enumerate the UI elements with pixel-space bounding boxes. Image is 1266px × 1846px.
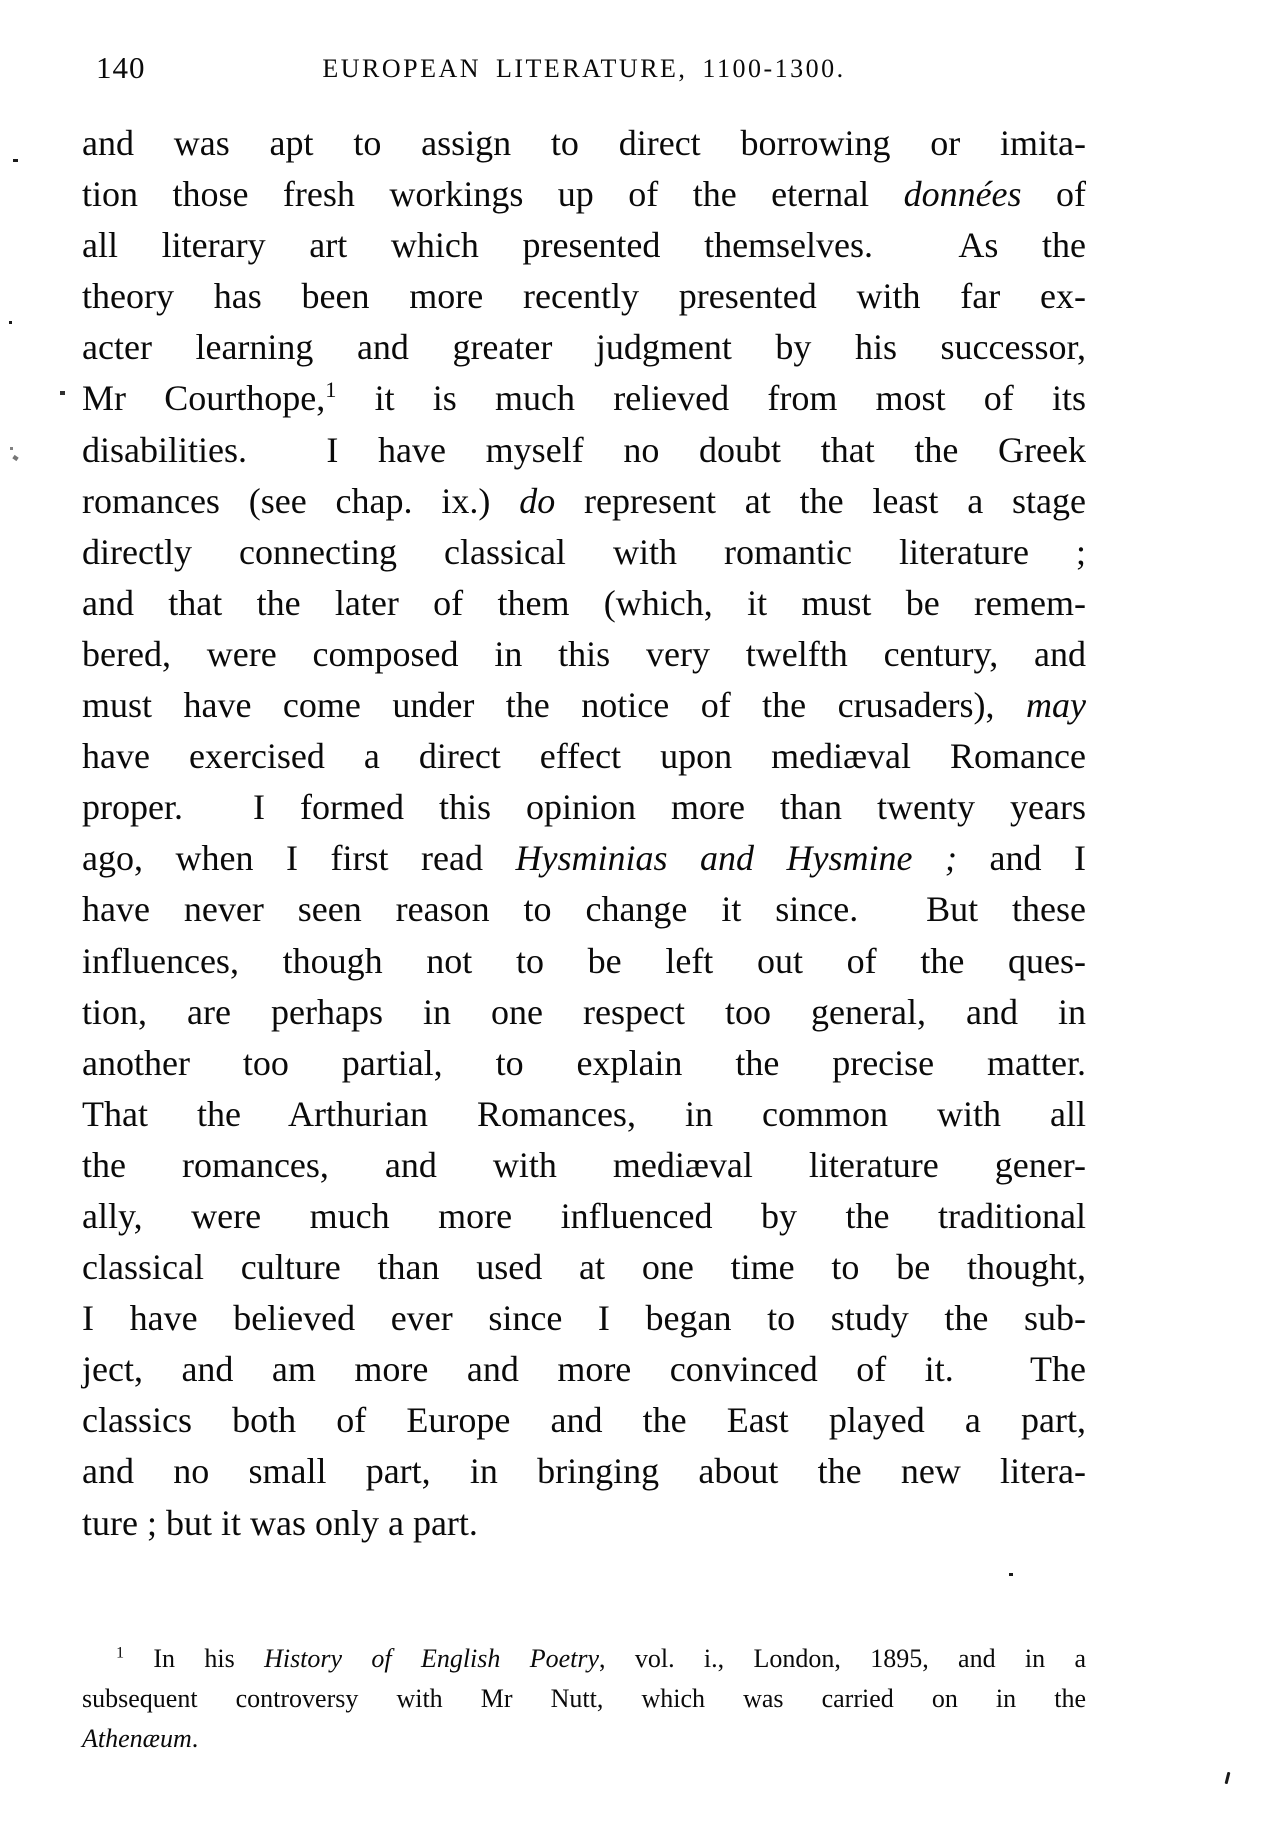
text-segment: bered, were composed in this very twelfth century, and [82,633,1086,674]
text-line [82,1242,1086,1293]
text-line [82,1446,1086,1497]
text-line [82,118,1086,169]
text-line [82,1293,1086,1344]
text-line [82,527,1086,578]
text-line [82,629,1086,680]
text-segment: données [903,174,1022,215]
body-text [82,118,1086,1549]
text-segment: ago, when I first read [82,838,516,879]
text-segment: represent at the least a stage [555,480,1086,521]
text-segment: Mr Courthope, [82,378,326,419]
scan-artifact [1225,1772,1231,1784]
text-line [82,1038,1086,1089]
scan-artifact [12,455,18,461]
text-segment: ject, and am more and more convinced of it. The [82,1349,1086,1390]
running-header-title: EUROPEAN LITERATURE, 1100-1300. [322,54,846,83]
text-segment: another too partial, to explain the precise matter. [82,1042,1086,1083]
text-segment: tion those fresh workings up of the eternal [82,174,904,215]
text-segment: and that the later of them (which, it must be remem- [82,582,1086,623]
text-line [82,1498,1086,1549]
text-line [82,680,1086,731]
text-line [82,731,1086,782]
scan-artifact [1009,1573,1013,1576]
text-segment: have exercised a direct effect upon mediæval Romance [82,736,1086,777]
text-segment: subsequent controversy with Mr Nutt, which was carried on in the [82,1683,1086,1713]
text-line [82,833,1086,884]
text-line [82,1395,1086,1446]
text-segment: tion, are perhaps in one respect too general, and in [82,991,1086,1032]
text-segment: the romances, and with mediæval literature gener- [82,1144,1086,1185]
text-segment: do [519,480,556,521]
text-segment: , vol. i., London, 1895, and in a [599,1643,1087,1673]
text-segment: theory has been more recently presented with far ex- [82,276,1086,317]
page-header [82,50,1086,92]
text-line [82,578,1086,629]
scan-artifact [9,321,12,324]
text-segment: ally, were much more influenced by the traditional [82,1195,1086,1236]
scan-artifact [13,159,18,162]
text-line [82,987,1086,1038]
text-segment: of [1021,174,1086,215]
text-line [82,782,1086,833]
text-segment: may [1026,685,1086,726]
text-line [82,1719,1086,1759]
text-line [82,220,1086,271]
text-line [82,884,1086,935]
text-segment: Hysminias and Hysmine ; [515,838,957,879]
text-line [82,169,1086,220]
text-segment: must have come under the notice of the crusaders), [82,685,1027,726]
text-line [82,1639,1086,1679]
text-segment: directly connecting classical with romantic literature ; [82,531,1086,572]
scan-artifact [10,447,13,450]
text-segment: acter learning and greater judgment by his successor, [82,327,1086,368]
text-column [82,50,1086,1759]
text-segment: and was apt to assign to direct borrowing or imita- [82,123,1086,163]
text-line [82,1344,1086,1395]
text-line [82,373,1086,424]
text-segment: proper. I formed this opinion more than twenty years [82,787,1086,828]
text-segment: Athenæum [82,1723,192,1753]
text-segment: classics both of Europe and the East played a part, [82,1400,1086,1441]
text-line [82,1191,1086,1242]
text-segment: That the Arthurian Romances, in common with all [82,1093,1086,1134]
text-segment: I have believed ever since I began to study the sub- [82,1298,1086,1339]
text-line [82,476,1086,527]
text-line [82,322,1086,373]
footnote-marker: 1 [116,1643,125,1661]
text-line [82,1140,1086,1191]
text-segment: have never seen reason to change it since. But these [82,889,1086,930]
text-line [82,936,1086,987]
text-segment: History of English Poetry [264,1643,600,1673]
scan-artifact [60,391,65,395]
text-segment: and I [957,838,1087,879]
page-number: 140 [96,50,146,85]
text-segment: In his [124,1643,265,1673]
text-segment: all literary art which presented themselves. As the [82,225,1086,266]
text-line [82,1679,1086,1719]
text-line [82,271,1086,322]
text-segment: classical culture than used at one time to be thought, [82,1247,1086,1288]
text-segment: . [191,1723,199,1753]
text-line [82,425,1086,476]
text-segment: romances (see chap. ix.) [82,480,520,521]
text-segment: disabilities. I have myself no doubt that the Greek [82,429,1086,470]
text-segment: influences, though not to be left out of the ques- [82,940,1086,981]
footnote [82,1639,1086,1759]
text-line [82,1089,1086,1140]
text-segment: it is much relieved from most of its [336,378,1086,419]
text-segment: ture ; but it was only a part. [82,1502,478,1543]
footnote-marker: 1 [325,377,337,403]
text-segment: and no small part, in bringing about the new litera- [82,1451,1086,1492]
